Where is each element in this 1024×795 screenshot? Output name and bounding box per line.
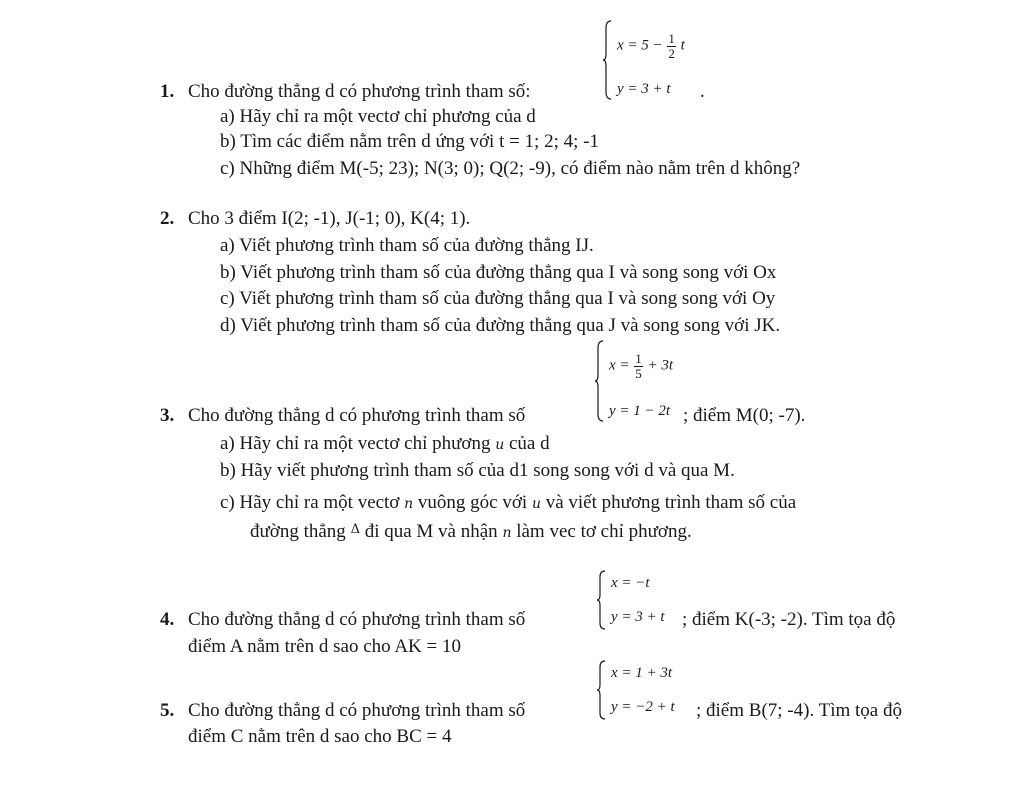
problem-3-c-text-mid: vuông góc với [417, 492, 528, 513]
problem-2-b: b) Viết phương trình tham số của đường thẳng qua I và song song với Ox [220, 262, 777, 283]
problem-3-c2-text-mid: đi qua M và nhận [364, 521, 498, 542]
problem-3-a [220, 434, 550, 453]
vector-u-symbol: u [531, 496, 541, 512]
fraction-denominator: 5 [635, 365, 642, 381]
problem-1-equation-system [603, 20, 713, 100]
problem-5-intro: Cho đường thẳng d có phương trình tham số [188, 700, 526, 721]
problem-2-intro: Cho 3 điểm I(2; -1), J(-1; 0), K(4; 1). [188, 208, 471, 229]
problem-1-c: c) Những điểm M(-5; 23); N(3; 0); Q(2; -9), có điểm nào nằm trên d không? [220, 158, 801, 179]
problem-1-intro: Cho đường thẳng d có phương trình tham số: [188, 81, 531, 102]
problem-5-line2: điểm C nằm trên d sao cho BC = 4 [188, 726, 452, 747]
problem-3-number: 3. [160, 405, 175, 426]
problem-4-eq-y: y = 3 + t [611, 609, 665, 625]
problem-3-a-text: a) Hãy chỉ ra một vectơ chỉ phương [220, 433, 491, 454]
problem-3-tail: ; điểm M(0; -7). [683, 405, 806, 426]
problem-2-c: c) Viết phương trình tham số của đường thẳng qua I và song song với Oy [220, 288, 776, 309]
problem-1-a: a) Hãy chỉ ra một vectơ chỉ phương của d [220, 106, 536, 127]
brace-icon [597, 570, 606, 630]
problem-5-number: 5. [160, 700, 175, 721]
eq-x-right: t [680, 37, 685, 54]
problem-3-eq-y: y = 1 − 2t [609, 403, 671, 419]
problem-3-a-text-end: của d [508, 433, 550, 454]
vector-u-symbol: u [495, 437, 505, 453]
problem-3-intro: Cho đường thẳng d có phương trình tham số [188, 405, 526, 426]
problem-2-number: 2. [160, 208, 175, 229]
problem-3-c-text-end: và viết phương trình tham số của [545, 492, 797, 513]
eq-x-left: x = [609, 357, 630, 374]
eq-x-right: + 3t [647, 357, 674, 374]
eq-x-left: x = 5 − [617, 37, 663, 54]
problem-3-c2-text-end: làm vec tơ chỉ phương. [516, 521, 692, 542]
brace-icon [595, 340, 604, 422]
problem-1-b: b) Tìm các điểm nằm trên d ứng với t = 1; 2; 4; -1 [220, 131, 599, 152]
problem-1-eq-x [617, 32, 685, 60]
problem-1-eq-y: y = 3 + t [617, 81, 671, 97]
problem-4-line2: điểm A nằm trên d sao cho AK = 10 [188, 636, 461, 657]
fraction-denominator: 2 [668, 45, 675, 61]
problem-4-intro: Cho đường thẳng d có phương trình tham số [188, 609, 526, 630]
fraction [667, 32, 676, 60]
problem-3-c [220, 493, 796, 512]
brace-icon [603, 20, 612, 100]
problem-2-d: d) Viết phương trình tham số của đường thẳng qua J và song song với JK. [220, 315, 781, 336]
delta-symbol: Δ [350, 522, 360, 537]
problem-1-end: . [700, 81, 705, 102]
fraction-numerator: 1 [635, 351, 642, 366]
brace-icon [597, 660, 606, 720]
problem-2-a: a) Viết phương trình tham số của đường thẳng IJ. [220, 235, 594, 256]
problem-3-b: b) Hãy viết phương trình tham số của d1 song song với d và qua M. [220, 460, 735, 481]
problem-3-eq-x [609, 352, 673, 380]
problem-5-eq-y: y = −2 + t [611, 699, 675, 715]
problem-5-eq-x: x = 1 + 3t [611, 665, 673, 681]
vector-n-symbol: n [502, 525, 512, 541]
vector-n-symbol: n [404, 496, 414, 512]
problem-3-c2-text: đường thẳng [250, 521, 346, 542]
problem-4-equation-system [597, 570, 687, 630]
problem-5-equation-system [597, 660, 697, 720]
problem-5-tail: ; điểm B(7; -4). Tìm tọa độ [696, 700, 902, 721]
problem-3-c-line2 [250, 522, 692, 541]
fraction-numerator: 1 [668, 31, 675, 46]
fraction [634, 352, 643, 380]
problem-1-number: 1. [160, 81, 175, 102]
problem-4-tail: ; điểm K(-3; -2). Tìm tọa độ [682, 609, 896, 630]
problem-3-c-text: c) Hãy chỉ ra một vectơ [220, 492, 400, 513]
problem-4-number: 4. [160, 609, 175, 630]
problem-4-eq-x: x = −t [611, 575, 650, 591]
